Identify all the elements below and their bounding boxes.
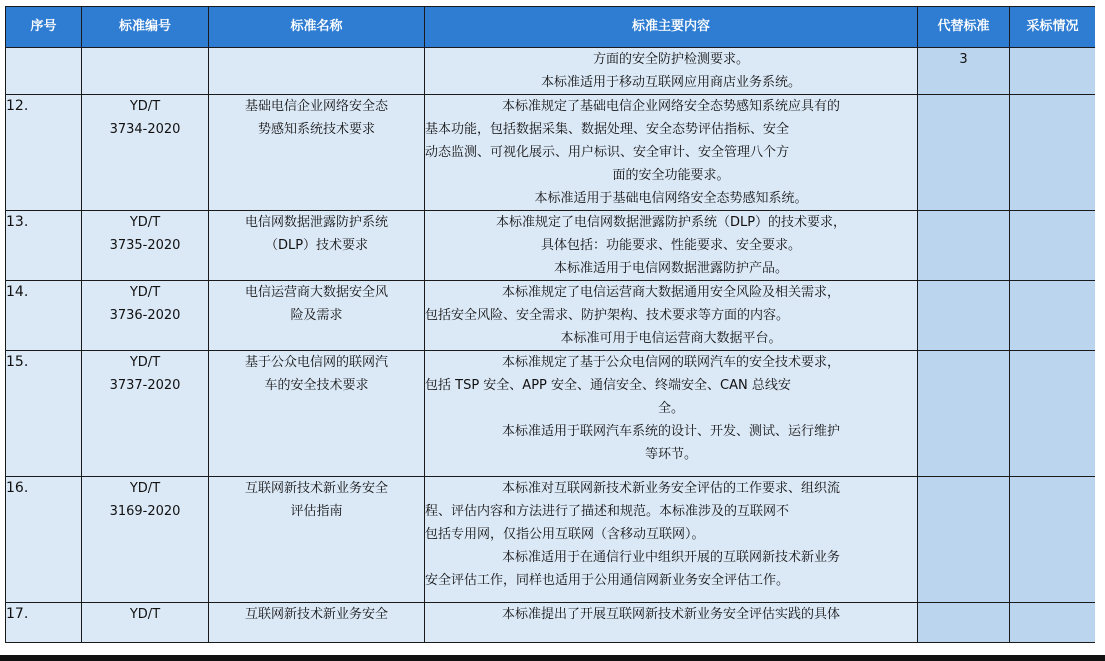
table-row bbox=[6, 281, 1096, 351]
bottom-divider bbox=[0, 655, 1105, 661]
standard-name bbox=[209, 477, 425, 603]
standards-table-frame bbox=[5, 6, 1095, 661]
row-number-text: 12. bbox=[6, 98, 29, 114]
content-line: 本标准规定了基础电信企业网络安全态势感知系统应具有的 bbox=[501, 99, 840, 114]
adoption-status bbox=[1010, 603, 1096, 643]
standard-code-text: YD/T bbox=[129, 607, 161, 622]
table-row bbox=[6, 211, 1096, 281]
standard-content bbox=[425, 603, 918, 643]
standard-name bbox=[209, 603, 425, 643]
standard-name bbox=[209, 351, 425, 477]
row-number bbox=[6, 48, 82, 95]
replaced-standard bbox=[918, 477, 1010, 603]
adoption-status bbox=[1010, 477, 1096, 603]
content-line: 安全评估工作，同样也适用于公用通信网新业务安全评估工作。 bbox=[425, 573, 790, 588]
header-replace: 代替标准 bbox=[918, 7, 1010, 48]
standard-name bbox=[209, 281, 425, 351]
standard-name-text: 互联网新技术新业务安全 评估指南 bbox=[244, 481, 388, 519]
adoption-status bbox=[1010, 48, 1096, 95]
standard-code-text: YD/T 3734-2020 bbox=[109, 99, 181, 137]
standard-content bbox=[425, 351, 918, 477]
standard-code-text: YD/T 3169-2020 bbox=[109, 481, 181, 519]
content-line: 包括专用网，仅指公用互联网（含移动互联网）。 bbox=[425, 527, 705, 542]
adoption-status bbox=[1010, 95, 1096, 211]
standard-code bbox=[82, 95, 209, 211]
row-number bbox=[6, 281, 82, 351]
content-line: 本标准规定了基于公众电信网的联网汽车的安全技术要求， bbox=[501, 355, 840, 370]
standard-content bbox=[425, 281, 918, 351]
header-no: 序号 bbox=[6, 7, 82, 48]
standard-code-text: YD/T 3735-2020 bbox=[109, 215, 181, 253]
standard-content bbox=[425, 95, 918, 211]
content-line: 本标准对互联网新技术新业务安全评估的工作要求、组织流 bbox=[501, 481, 840, 496]
standard-content bbox=[425, 48, 918, 95]
adoption-status bbox=[1010, 281, 1096, 351]
row-number-text: 17. bbox=[6, 606, 29, 622]
content-line: 本标准提出了开展互联网新技术新业务安全评估实践的具体 bbox=[501, 607, 840, 622]
content-line: 本标准规定了电信运营商大数据通用安全风险及相关需求， bbox=[501, 285, 840, 300]
row-number-text: 16. bbox=[6, 480, 29, 496]
table-row bbox=[6, 477, 1096, 603]
replaced-standard-text: 3 bbox=[959, 52, 968, 67]
standard-name bbox=[209, 48, 425, 95]
header-row bbox=[6, 7, 1096, 48]
content-line: 等环节。 bbox=[644, 447, 697, 462]
standard-code-text: YD/T 3736-2020 bbox=[109, 285, 181, 323]
content-line: 本标准适用于联网汽车系统的设计、开发、测试、运行维护 bbox=[501, 424, 840, 439]
content-line: 动态监测、可视化展示、用户标识、安全审计、安全管理八个方 bbox=[425, 145, 790, 160]
standard-name-text: 基础电信企业网络安全态 势感知系统技术要求 bbox=[244, 99, 388, 137]
standard-code bbox=[82, 477, 209, 603]
replaced-standard bbox=[918, 211, 1010, 281]
standard-code bbox=[82, 48, 209, 95]
row-number-text: 13. bbox=[6, 214, 29, 230]
standard-name bbox=[209, 211, 425, 281]
row-number bbox=[6, 351, 82, 477]
content-line: 本标准适用于电信网数据泄露防护产品。 bbox=[553, 261, 788, 276]
row-number bbox=[6, 211, 82, 281]
standard-code bbox=[82, 281, 209, 351]
table-row bbox=[6, 351, 1096, 477]
header-content: 标准主要内容 bbox=[425, 7, 918, 48]
row-number-text: 15. bbox=[6, 354, 29, 370]
content-line: 本标准适用于基础电信网络安全态势感知系统。 bbox=[534, 191, 808, 206]
standard-name bbox=[209, 95, 425, 211]
standard-name-text: 基于公众电信网的联网汽 车的安全技术要求 bbox=[244, 355, 388, 393]
replaced-standard bbox=[918, 281, 1010, 351]
content-line: 本标准适用于在通信行业中组织开展的互联网新技术新业务 bbox=[501, 550, 840, 565]
standard-name-text: 互联网新技术新业务安全 bbox=[244, 607, 388, 622]
content-line: 包括安全风险、安全需求、防护架构、技术要求等方面的内容。 bbox=[425, 308, 790, 323]
standard-name-text: 电信运营商大数据安全风 险及需求 bbox=[244, 285, 388, 323]
standard-content bbox=[425, 211, 918, 281]
replaced-standard bbox=[918, 603, 1010, 643]
row-number-text: 14. bbox=[6, 284, 29, 300]
header-name: 标准名称 bbox=[209, 7, 425, 48]
content-line: 本标准规定了电信网数据泄露防护系统（DLP）的技术要求， bbox=[495, 215, 847, 230]
content-line: 程、评估内容和方法进行了描述和规范。本标准涉及的互联网不 bbox=[425, 504, 790, 519]
adoption-status bbox=[1010, 211, 1096, 281]
row-number bbox=[6, 477, 82, 603]
row-number bbox=[6, 95, 82, 211]
standard-code bbox=[82, 603, 209, 643]
row-number bbox=[6, 603, 82, 643]
content-line: 本标准适用于移动互联网应用商店业务系统。 bbox=[540, 75, 801, 90]
replaced-standard bbox=[918, 351, 1010, 477]
table-row bbox=[6, 48, 1096, 95]
content-line: 方面的安全防护检测要求。 bbox=[592, 52, 749, 67]
standard-content bbox=[425, 477, 918, 603]
standard-code-text: YD/T 3737-2020 bbox=[109, 355, 181, 393]
table-body bbox=[6, 48, 1096, 643]
header-code: 标准编号 bbox=[82, 7, 209, 48]
table-row bbox=[6, 603, 1096, 643]
adoption-status bbox=[1010, 351, 1096, 477]
content-line: 包括 TSP 安全、APP 安全、通信安全、终端安全、CAN 总线安 bbox=[425, 378, 791, 393]
content-line: 具体包括：功能要求、性能要求、安全要求。 bbox=[540, 238, 801, 253]
header-adopt: 采标情况 bbox=[1010, 7, 1096, 48]
content-line: 本标准可用于电信运营商大数据平台。 bbox=[560, 331, 782, 346]
content-line: 面的安全功能要求。 bbox=[612, 168, 730, 183]
table-row bbox=[6, 95, 1096, 211]
standard-code bbox=[82, 211, 209, 281]
content-line: 基本功能，包括数据采集、数据处理、安全态势评估指标、安全 bbox=[425, 122, 790, 137]
standard-name-text: 电信网数据泄露防护系统 （DLP）技术要求 bbox=[244, 215, 388, 253]
standards-table bbox=[5, 6, 1095, 643]
replaced-standard bbox=[918, 95, 1010, 211]
replaced-standard bbox=[918, 48, 1010, 95]
standard-code bbox=[82, 351, 209, 477]
content-line: 全。 bbox=[657, 401, 684, 416]
